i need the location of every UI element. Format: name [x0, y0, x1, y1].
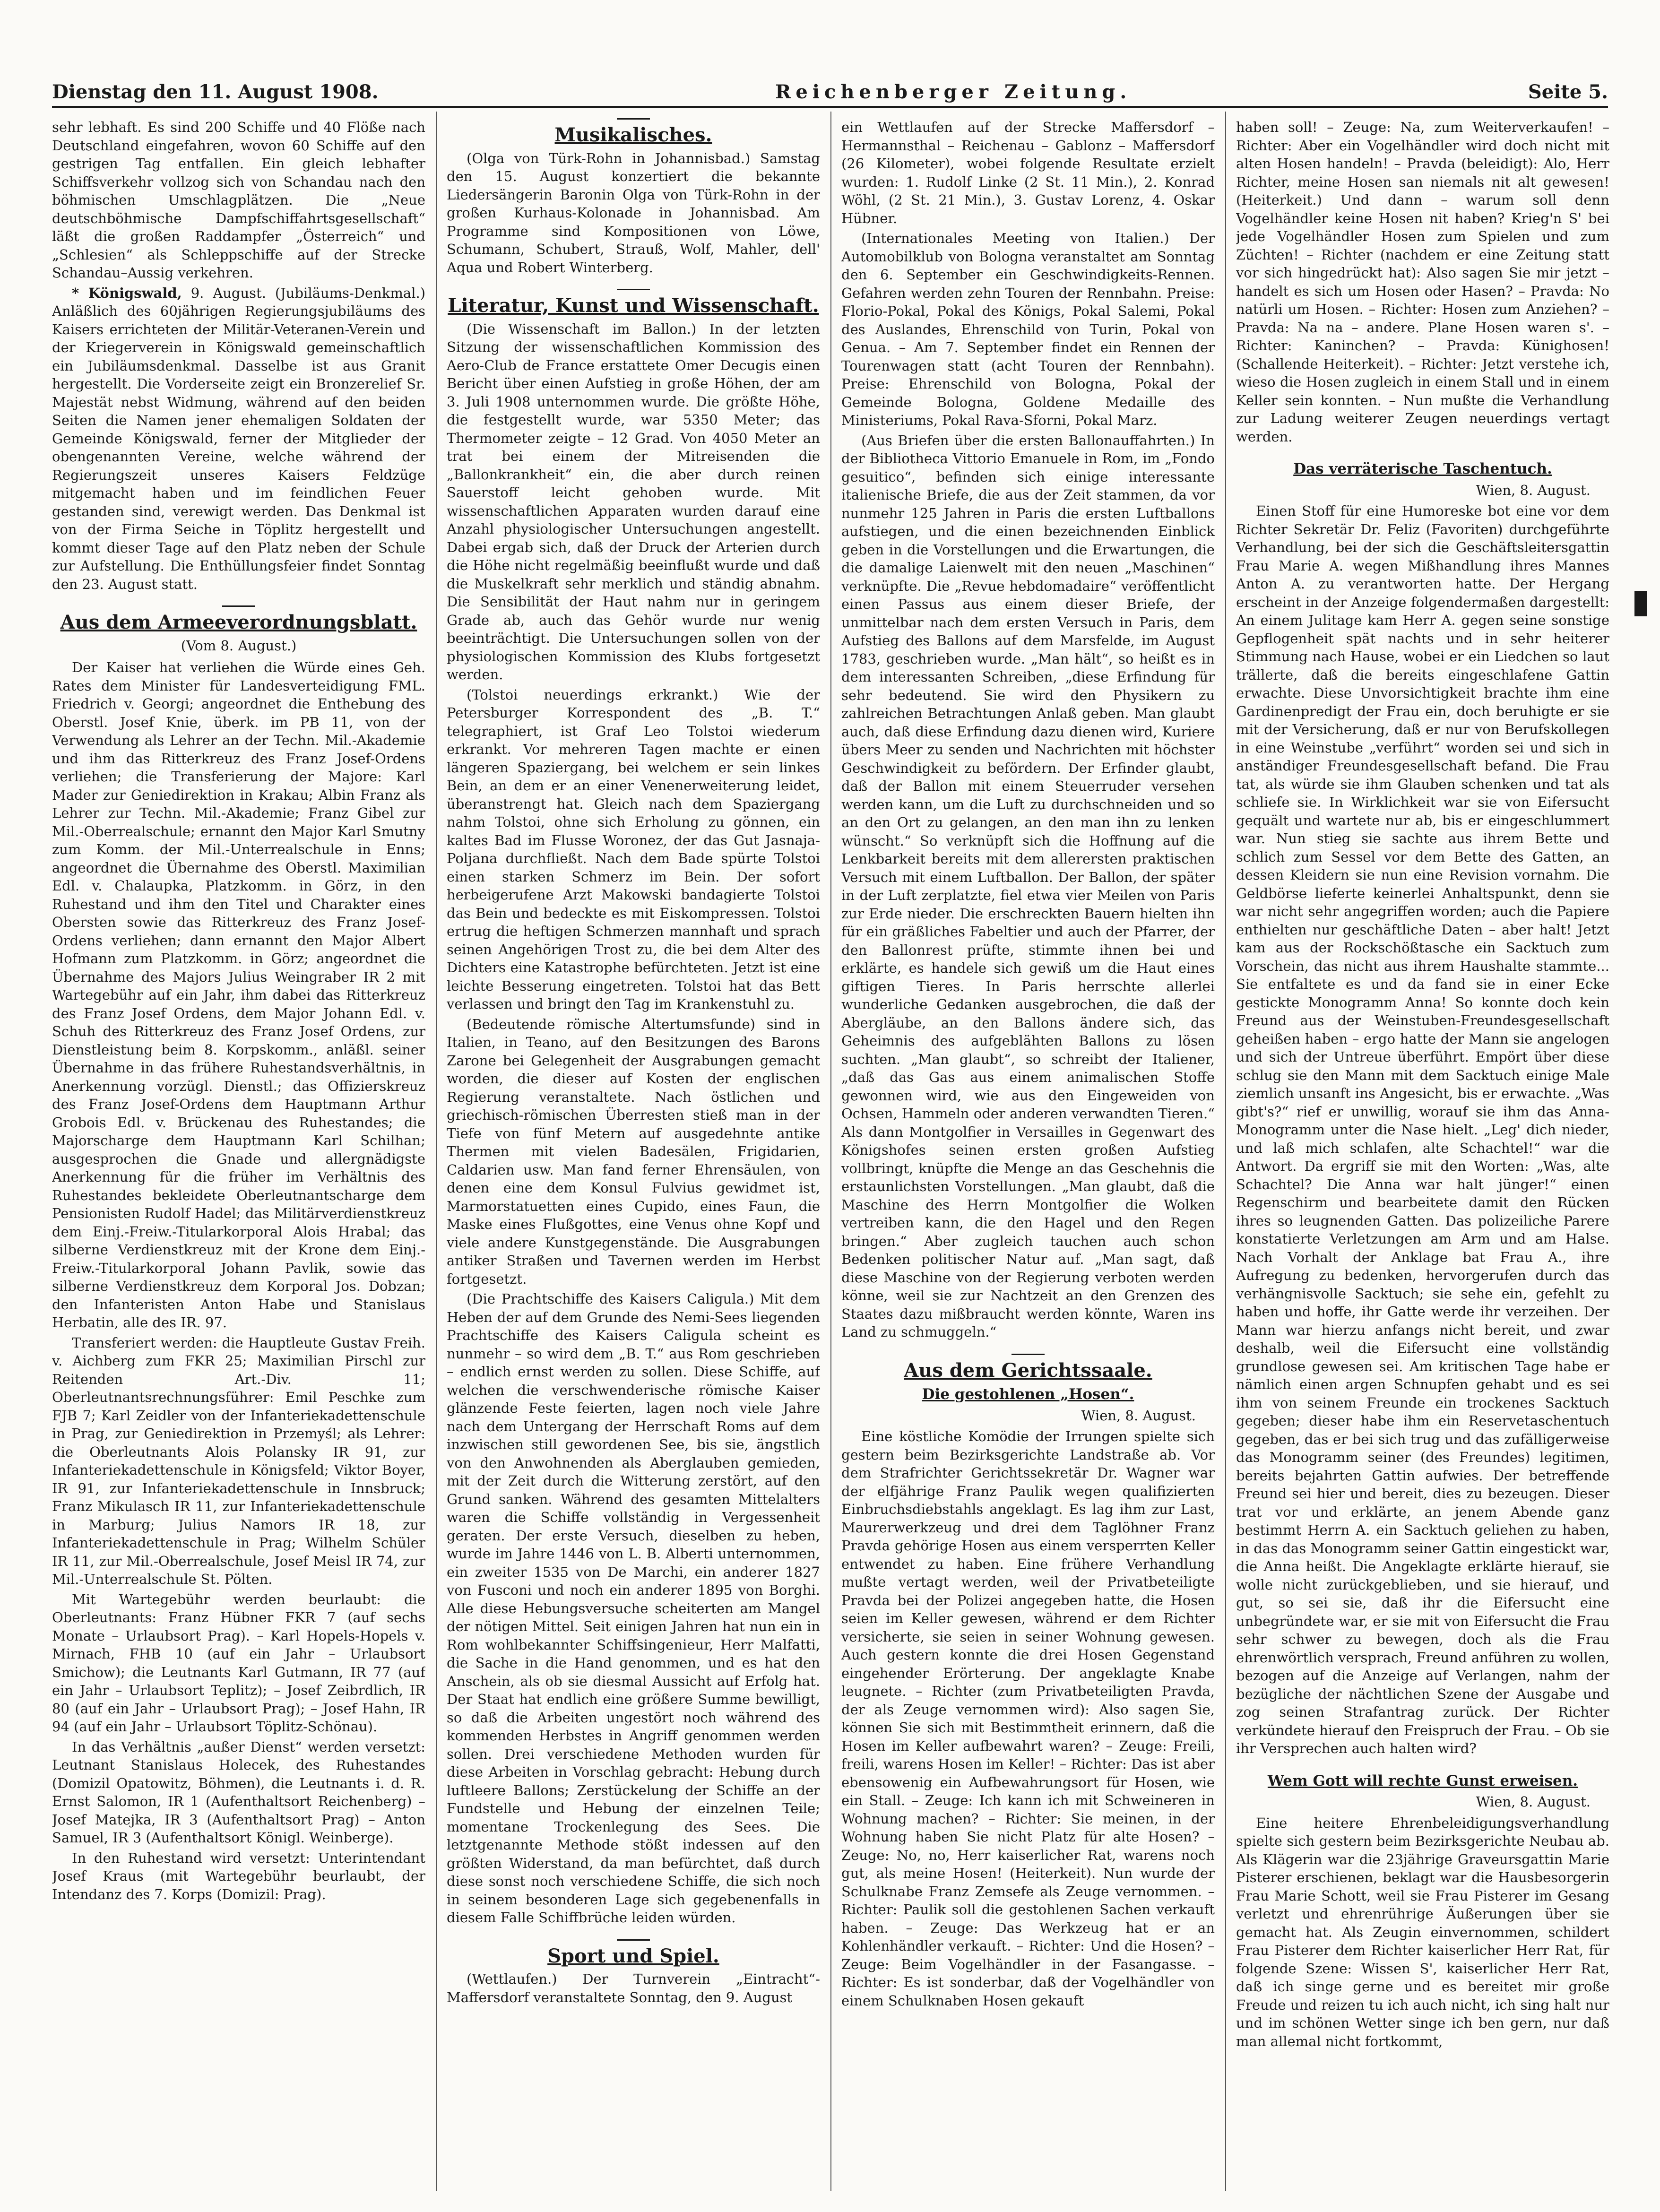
dateline: Wien, 8. August.	[1476, 482, 1591, 498]
column-divider	[1225, 112, 1226, 2191]
article-title: Wem Gott will rechte Gunst erweisen.	[1267, 1772, 1578, 1789]
article-paragraph: Mit Wartegebühr werden beurlaubt: die Oberleutnants: Franz Hübner FKR 7 (auf sechs Monate – Urlaubsort Prag). – Karl Hopels-Hopels v. Mirnach, FHB 10 (auf ein Jahr – Urlaubsort Smichow); die Leutnants Karl Gutmann, IR 77 (auf ein Jahr – Urlaubsort Teplitz); – Josef Zeibrdlich, IR 80 (auf ein Jahr – Urlaubsort Prag); – Josef Hahn, IR 94 (auf ein Jahr – Urlaubsort Töplitz-Schönau).	[52, 1591, 425, 1735]
article-paragraph: (Wettlaufen.) Der Turnverein „Eintracht“-Maffersdorf veranstaltete Sonntag, den 9. August	[447, 1971, 820, 2005]
article-paragraph: In das Verhältnis „außer Dienst“ werden versetzt: Leutnant Stanislaus Holecek, des Ruhestandes (Domizil Opatowitz, Böhmen), die Leutnants i. d. R. Ernst Salomon, IR 1 (Aufenthaltsort Reichenberg) – Josef Matejka, IR 3 (Aufenthaltsort Prag) – Anton Samuel, IR 3 (Aufenthaltsort Königl. Weinberge).	[52, 1738, 425, 1846]
article-paragraph: (Aus Briefen über die ersten Ballonauffahrten.) In der Bibliotheca Vittorio Emanuele in Rom, im „Fondo gesuitico“, befinden sich einige interessante italienische Briefe, die aus der Zeit stammen, da vor nunmehr 125 Jahren in Paris die ersten Luftballons aufstiegen, und die einen bezeichnenden Einblick geben in die Vorstellungen und die Erwartungen, die die damalige Laienwelt mit den neuen „Maschinen“ verknüpfte. Die „Revue hebdomadaire“ veröffentlicht einen Passus aus einem dieser Briefe, der unmittelbar nach dem ersten Versuch in Paris, dem Aufstieg des Ballons auf dem Marsfelde, im August 1783, geschrieben wurde. „Man hält“, so heißt es in dem interessanten Schreiben, „diese Erfindung für sehr bedeutend. Sie wird den Physikern zu zahlreichen Betrachtungen Anlaß geben. Man glaubt auch, daß diese Erfindung dazu dienen wird, Kuriere übers Meer zu senden und Nachrichten mit höchster Geschwindigkeit zu befördern. Der Erfinder glaubt, daß der Ballon mit einem Steuerruder versehen werden kann, um die Luft zu durchschneiden und so an den Ort zu gelangen, an den man ihn zu lenken wünscht.“ So verknüpft sich die Hoffnung auf die Lenkbarkeit bereits mit dem allerersten praktischen Versuch mit einem Luftballon. Der Ballon, der später in der Luft zerplatzte, fiel etwa vier Meilen von Paris zur Erde nieder. Die erschreckten Bauern hielten ihn für ein gräßliches Fabeltier und auch der Pfarrer, der den Ballonrest prüfte, stimmte ihnen bei und erklärte, es handele sich gewiß um die Haut eines giftigen Tieres. In Paris herrschte allerlei wunderliche Gedanken ausgebrochen, die daß der Abergläube, an den Ballons ändere sich, das Geheimnis des aufgeblähten Ballons zu lösen suchten. „Man glaubt“, so schreibt der Italiener, „daß das Gas aus einem animalischen Stoffe gewonnen wird, wie aus den Eingeweiden von Ochsen, Hammeln oder anderen verwandten Tieren.“ Als dann Montgolfier in Versailles in Gegenwart des Königshofes seinen ersten großen Aufstieg vollbringt, knüpfte die Menge an das Geschehnis die erstaunlichsten Vorstellungen. „Man glaubt, daß die Maschine des Herrn Montgolfier die Wolken vertreiben kann, die den Hagel und den Regen bringen.“ Aber zugleich tauchen auch schon Bedenken politischer Natur auf. „Man sagt, daß diese Maschine von der Regierung verboten werden könne, weil sie zur Nachtzeit an den Grenzen des Staates dazu mißbraucht werden könnte, Waren ins Land zu schmuggeln.“	[841, 432, 1215, 1340]
article-paragraph: Eine heitere Ehrenbeleidigungsverhandlung spielte sich gestern beim Bezirksgerichte Neubau ab. Als Klägerin war die 23jährige Graveursgattin Marie Pisterer erschienen, beklagt war die Hausbesorgerin Frau Marie Schott, weil sie Frau Pisterer im Gesang verletzt und ehrenrührige Äußerungen über sie gemacht hat. Als Zeugin einvernommen, schildert Frau Pisterer dem Richter kaiserlicher Herr Rat, für folgende Szene: Wissen S', kaiserlicher Herr Rat, daß ich singe gerne und es bereitet mir große Freude und reizen tu ich auch nicht, ich sing halt nur und im schönen Wetter singe ich ben gern, nur daß man allemal nicht fortkommt,	[1236, 1815, 1609, 2049]
column-1	[52, 118, 425, 2184]
column-3	[841, 118, 1215, 2184]
section-heading: Aus dem Armeeverordnungsblatt.	[52, 605, 425, 632]
article-paragraph: ein Wettlaufen auf der Strecke Maffersdorf – Hermannsthal – Reichenau – Gablonz – Maffersdorf (26 Kilometer), wobei folgende Resultate erzielt wurden: 1. Rudolf Linke (2 St. 11 Min.), 2. Konrad Wöhl, (2 St. 21 Min.), 3. Gustav Lorenz, 4. Oskar Hübner.	[841, 119, 1215, 226]
article-paragraph: Einen Stoff für eine Humoreske bot eine vor dem Richter Sekretär Dr. Feliz (Favoriten) durchgeführte Verhandlung, bei der sich die Geschäftsleitersgattin Frau Marie A. wegen Mißhandlung ihres Mannes Anton A. zu verantworten hatte. Der Hergang erscheint in der Anzeige folgendermaßen dargestellt: An einem Julitage kam Herr A. gegen seine sonstige Gepflogenheit spät nachts und in sehr heiterer Stimmung nach Hause, wobei er ein Liedchen so laut trällerte, daß die bereits eingeschlafene Gattin erwachte. Diese Unvorsichtigkeit brachte ihm eine Gardinenpredigt der Frau ein, doch beruhigte er sie mit der Versicherung, daß er nur von Berufskollegen in eine Weinstube „verführt“ worden sei und sich in anständiger Freundesgesellschaft befand. Die Frau tat, als würde sie ihm Glauben schenken und tat als schliefe sie. In Wirklichkeit war sie von Eifersucht gequält und wartete nur ab, bis er eingeschlummert war. Nun stieg sie sachte aus ihrem Bette und schlich zum Sessel vor dem Bette des Gatten, an dessen Kleidern sie nun eine Revision vornahm. Die Geldbörse lieferte keinerlei Anhaltspunkt, denn sie war nicht sehr angegriffen worden; auch die Papiere enthielten nur geschäftliche Daten – aber halt! Jetzt kam aus der Rockschößtasche ein Sacktuch zum Vorschein, das nicht aus ihrem Haushalte stammte... Sie entfaltete es und da fand sie in einer Ecke gestickte Monogramm Anna! So konnte doch kein Freund aus der Weinstuben-Freundesgesellschaft geheißen haben – ergo hatte der Mann sie angelogen und sich der Untreue überführt. Empört über diese schlug sie den Mann mit dem Sacktuch einige Male ziemlich unsanft ins Angesicht, bis er erwachte. „Was gibt's?“ rief er unwillig, worauf sie ihm das Anna-Monogramm unter die Nase hielt. „Leg' dich nieder, und laß mich schlafen, alte Schachtel!“ war die Antwort. Da ergriff sie mit den Worten: „Was, alte Schachtel? Die Anna war halt jünger!“ einen Regenschirm und bearbeitete damit den Rücken ihres so leugnenden Gatten. Das polizeiliche Parere konstatierte Verletzungen am Arm und am Halse. Nach Vorhalt der Anklage bat Frau A., ihre Aufregung zu bedenken, hervorgerufen durch das verhängnisvolle Sacktuch; sie sehe ein, gefehlt zu haben und hoffe, ihr Gatte werde ihr verzeihen. Der Mann war hierzu anfangs nicht bereit, und zwar deshalb, weil die Eifersucht eine vollständig grundlose gewesen sei. Am kritischen Tage habe er nämlich einen argen Schnupfen gehabt und es sei ihm von seinem Freunde ein trockenes Sacktuch gegeben; dieser habe ihm ein Reservetaschentuch gegeben, das er bei sich trug und das zufälligerweise das Monogramm seiner (des Freundes) legitimen, bereits bejahrten Gattin aufwies. Der betreffende Freund sei hier und bereit, dies zu bezeugen. Dieser trat vor und erklärte, an jenem Abende ganz bestimmt Herrn A. ein Sacktuch geliehen zu haben, in das das Monogramm seiner Gattin eingestickt war, die Anna heißt. Die Angeklagte erklärte hierauf, sie wolle nicht zurückgeblieben, und sie hierauf, und gut, so sei sie, daß ihr die Eifersucht eine unbegründete war, er sie mit von Eifersucht die Frau sehr schwer zu bewegen, doch als die Frau ehrenwörtlich versprach, Freund anführen zu wollen, bezogen auf die Anzeige auf Verlangen, nahm der bezügliche der nächtlichen Szene der Ausgabe und zog seinen Strafantrag zurück. Der Richter verkündete hierauf den Freispruch der Frau. – Ob sie ihr Versprechen auch halten wird?	[1236, 503, 1609, 1756]
article-title: Das verräterische Taschentuch.	[1293, 460, 1552, 477]
article-paragraph: In den Ruhestand wird versetzt: Unterintendant Josef Kraus (mit Wartegebühr beurlaubt, der Intendanz des 7. Korps (Domizil: Prag).	[52, 1849, 425, 1902]
article-paragraph: Eine köstliche Komödie der Irrungen spielte sich gestern beim Bezirksgerichte Landstraße ab. Vor dem Strafrichter Gerichtssekretär Dr. Wagner war der elfjährige Franz Paulik wegen qualifizierten Einbruchsdiebstahls angeklagt. Es lag ihm zur Last, Maurerwerkzeug und drei dem Taglöhner Franz Pravda gehörige Hosen aus einem versperrten Keller entwendet zu haben. Eine frühere Verhandlung mußte vertagt werden, weil der Privatbeteiligte Pravda bei der Polizei angegeben hatte, die Hosen seien im Keller gewesen, während er dem Richter versicherte, sie seien in seiner Wohnung gewesen. Auch gestern konnte die drei Hosen Gegenstand eingehender Erörterung. Der angeklagte Knabe leugnete. – Richter (zum Privatbeteiligten Pravda, der als Zeuge vernommen wird): Also sagen Sie, können Sie sich mit Bestimmtheit erinnern, daß die Hosen im Keller aufbewahrt waren? – Zeuge: Freili, freili, warens Hosen im Keller! – Richter: Das ist aber ebensowenig ein Aufbewahrungsort für Hosen, wie ein Stall. – Zeuge: Ich kann ich mit Schweineren in Wohnung machen? – Richter: Sie meinen, in der Wohnung haben Sie nicht Platz für alte Hosen? – Zeuge: No, no, Herr kaiserlicher Rat, warens noch gut, als meine Hosen! (Heiterkeit). Nun wurde der Schulknabe Franz Zemsefe als Zeuge vernommen. – Richter: Paulik soll die gestohlenen Sachen verkauft haben. – Zeuge: Das Werkzeug hat er an Kohlenhändler verkauft. – Richter: Und die Hosen? – Zeuge: Beim Vogelhändler in der Fasangasse. – Richter: Es ist sonderbar, daß der Vogelhändler von einem Schulknaben Hosen gekauft	[841, 1428, 1215, 2009]
column-2	[447, 118, 820, 2184]
article-paragraph: Der Kaiser hat verliehen die Würde eines Geh. Rates dem Minister für Landesverteidigung FML. Friedrich v. Georgi; angeordnet die Enthebung des Oberstl. Josef Knie, überk. im PB 11, von der Verwendung als Lehrer an der Techn. Mil.-Akademie und ihm das Ritterkreuz des Franz Josef-Ordens verliehen; die Transferierung der Majore: Karl Mader zur Geniedirektion in Krakau; Albin Franz als Lehrer zur Techn. Mil.-Akademie; Franz Gibel zur Mil.-Oberrealschule; ernannt den Major Karl Smutny zum Komm. der Mil.-Unterrealschule in Enns; angeordnet die Übernahme des Oberstl. Maximilian Edl. v. Chalaupka, Platzkomm. in Görz, in den Ruhestand und ihm den Titel und Charakter eines Obersten sowie das Ritterkreuz des Franz Josef-Ordens verliehen; dann ernannt den Major Albert Hofmann zum Platzkomm. in Görz; angeordnet die Übernahme des Majors Julius Weingraber IR 2 mit Wartegebühr auf ein Jahr, ihm dabei das Ritterkreuz des Franz Josef Ordens, dem Major Johann Edl. v. Schuh des Ritterkreuz des Franz Josef Ordens, zur Dienstleistung beim 8. Korpskomm., anläßl. seiner Übernahme in das frühere Ruhestandsverhältnis, in Anerkennung vorzügl. Dienstl.; das Offizierskreuz des Franz Josef-Ordens dem Hauptmann Arthur Grobois Edl. v. Brückenau des Ruhestandes; die Majorscharge dem Hauptmann Karl Schilhan; ausgesprochen die Gnade und allergnädigste Anerkennung für die früher im Verhältnis des Ruhestandes bekleidete Oberleutnantscharge dem Pensionisten Rudolf Hadel; das Militärverdienstkreuz dem Einj.-Freiw.-Titularkorporal Alois Hrabal; das silberne Verdienstkreuz mit der Krone dem Einj.-Freiw.-Titularkorporal Johann Pavlik, sowie das silberne Verdienstkreuz dem Korporal Jos. Dobzan; den Infanteristen Anton Habe und Stanislaus Herbatin, alle des IR. 97.	[52, 659, 425, 1331]
dateline: Wien, 8. August.	[1476, 1794, 1591, 1810]
article-paragraph: (Olga von Türk-Rohn in Johannisbad.) Samstag den 15. August konzertiert die bekannte Liedersängerin Baronin Olga von Türk-Rohn in der großen Kurhaus-Kolonade in Johannisbad. Am Programme sind Kompositionen von Löwe, Schumann, Schubert, Strauß, Wolf, Mahler, dell' Aqua und Robert Winterberg.	[447, 150, 820, 276]
article-headline: * Königswald,	[72, 285, 182, 301]
issue-date: Dienstag den 11. August 1908.	[52, 81, 379, 103]
article-text: 9. August. (Jubiläums-Denkmal.) Anläßlich des 60jährigen Regierungsjubiläums des Kaisers errichteten der Militär-Veteranen-Verein und der Kriegerverein in Königswald gemeinschaftlich ein Jubiläumsdenkmal. Dasselbe ist aus Granit hergestellt. Die Vorderseite zeigt ein Bronzerelief Sr. Majestät nebst Widmung, während auf den beiden Seiten die Namen jener ehemaligen Soldaten der Gemeinde Königswald, ferner der Mitglieder der obengenannten Vereine, welche während der Regierungszeit unseres Kaisers Feldzüge mitgemacht haben und im feindlichen Feuer gestanden sind, verewigt werden. Das Denkmal ist von der Firma Seiche in Töplitz hergestellt und kommt dieser Tage auf den Platz neben der Schule zur Aufstellung. Die Enthüllungsfeier findet Sonntag den 23. August statt.	[52, 285, 425, 592]
article-paragraph: haben soll! – Zeuge: Na, zum Weiterverkaufen! – Richter: Aber ein Vogelhändler wird doch nicht mit alten Hosen handeln! – Pravda (beleidigt): Alo, Herr Richter, meine Hosen san niemals nit alt gewesen! (Heiterkeit.) Und dann – warum soll denn Vogelhändler keine Hosen nit haben? Krieg'n S' bei jede Vogelhändler Hosen zum Spielen und zum Züchten! – Richter (nachdem er eine Zeitung statt vor sich hingedrückt hat): Also sagen Sie mir jetzt – handelt es sich um Hosen oder Hasen? – Pravda: No natürli um Hosen. – Richter: Hosen zum Anziehen? – Pravda: Na na – andere. Plane Hosen waren s'. – Richter: Kaninchen? – Pravda: Künighosen! (Schallende Heiterkeit). – Richter: Jetzt verstehe ich, wieso die Hosen zugleich in einem Stall und in einem Keller sein konnten. – Nun mußte die Verhandlung zur Ladung weiterer Zeugen neuerdings vertagt werden.	[1236, 119, 1609, 445]
article-paragraph: sehr lebhaft. Es sind 200 Schiffe und 40 Flöße nach Deutschland eingefahren, wovon 60 Schiffe auf den gestrigen Tag entfallen. Ein gleich lebhafter Schiffsverkehr vollzog sich von Schandau nach den böhmischen Umschlagplätzen. Die „Neue deutschböhmische Dampfschiffahrtsgesellschaft“ läßt die großen Raddampfer „Österreich“ und „Schlesien“ als Schleppschiffe auf der Strecke Schandau–Aussig verkehren.	[52, 119, 425, 281]
article-paragraph: (Die Prachtschiffe des Kaisers Caligula.) Mit dem Heben der auf dem Grunde des Nemi-Sees liegenden Prachtschiffe des Kaisers Caligula scheint es nunmehr – so wird dem „B. T.“ aus Rom geschrieben – endlich ernst werden zu sollen. Diese Schiffe, auf welchen die verschwenderische römische Kaiser glänzende Feste feierten, lagen noch viele Jahre nach dem Untergang der Herrschaft Roms auf dem inzwischen still gewordenen See, bis sie, ängstlich von den Anwohnenden als Aberglauben gemieden, mit der Zeit durch die Witterung zerstört, auf den Grund sanken. Während des gesamten Mittelalters waren die Schiffe vollständig in Vergessenheit geraten. Der erste Versuch, dieselben zu heben, wurde im Jahre 1446 von L. B. Alberti unternommen, ein zweiter 1535 von De Marchi, ein anderer 1827 von Fusconi und noch ein anderer 1895 von Borghi. Alle diese Hebungsversuche scheiterten am Mangel der nötigen Mittel. Seit einigen Jahren hat nun ein in Rom wohlbekannter Schiffsingenieur, Herr Malfatti, die Sache in die Hand genommen, und es hat den Anschein, als ob sie diesmal Aussicht auf Erfolg hat. Der Staat hat endlich eine größere Summe bewilligt, so daß die Arbeiten ungestört noch während des kommenden Herbstes in Angriff genommen werden sollen. Drei verschiedene Methoden wurden für diese Arbeiten in Vorschlag gebracht: Hebung durch luftleere Ballons; Zerstückelung der Schiffe an der Fundstelle und Hebung der einzelnen Teile; momentane Trockenlegung des Sees. Die letztgenannte Methode stößt indessen auf den größten Widerstand, da man befürchtet, daß durch diese sonst noch verschiedene Schiffe, die sich noch in seinem besonderen Lage sich gegebenenfalls in diesem Falle Schiffbrüche leiden würden.	[447, 1291, 820, 1926]
newspaper-title: Reichenberger Zeitung.	[775, 81, 1132, 103]
article-paragraph: (Die Wissenschaft im Ballon.) In der letzten Sitzung der wissenschaftlichen Kommission des Aero-Club de France erstattete Omer Decugis einen Bericht über einen Aufstieg in große Höhen, der am 3. Juli 1908 unternommen wurde. Die größte Höhe, die festgestellt wurde, war 5350 Meter; das Thermometer zeigte – 12 Grad. Von 4050 Meter an trat bei einem der Mitreisenden die „Ballonkrankheit“ ein, die aber durch reinen Sauerstoff leicht gehoben wurde. Mit wissenschaftlichen Apparaten wurden darauf eine Anzahl physiologischer Untersuchungen angestellt. Dabei ergab sich, daß der Druck der Arterien durch die Höhe nicht regelmäßig beeinflußt wurde und daß die Muskelkraft sehr merklich und ständig abnahm. Die Sensibilität der Haut nahm nur in geringem Grade ab, auch das Gehör wurde nur wenig beeinträchtigt. Die Untersuchungen sollen von der physiologischen Kommission des Klubs fortgesetzt werden.	[447, 320, 820, 683]
section-heading: Literatur, Kunst und Wissenschaft.	[447, 289, 820, 315]
article-paragraph: (Internationales Meeting von Italien.) Der Automobilklub von Bologna veranstaltet am Sonntag den 6. September ein Geschwindigkeits-Rennen. Gefahren werden zehn Touren der Rennbahn. Preise: Florio-Pokal, Pokal des Königs, Pokal Salemi, Pokal des Auslandes, Ehrenschild von Turin, Pokal von Genua. – Am 7. September findet ein Rennen der Tourenwagen statt (acht Touren der Rennbahn). Preise: Ehrenschild von Bologna, Pokal der Gemeinde Bologna, Goldene Medaille des Ministeriums, Pokal Rava-Sforni, Pokal Marz.	[841, 230, 1215, 428]
section-subheading: (Vom 8. August.)	[181, 637, 297, 654]
article-paragraph	[52, 284, 425, 594]
column-divider	[830, 112, 831, 2191]
section-heading: Aus dem Gerichtssaale.	[841, 1354, 1215, 1380]
scan-edge-mark	[1634, 591, 1647, 616]
section-heading: Sport und Spiel.	[447, 1939, 820, 1966]
page-header	[52, 70, 1608, 103]
column-divider	[436, 112, 437, 2191]
article-paragraph: (Bedeutende römische Altertumsfunde) sind in Italien, in Teano, auf den Besitzungen des Barons Zarone bei Gelegenheit der Ausgrabungen gemacht worden, die dieser auf Kosten der englischen Regierung veranstaltete. Nach östlichen und griechisch-römischen Überresten stieß man in der Tiefe von fünf Metern auf ausgedehnte antike Thermen mit vielen Badesälen, Frigidarien, Caldarien usw. Man fand ferner Ehrensäulen, von denen eine dem Konsul Fulvius gewidmet ist, Marmorstatuetten eines Cupido, eines Faun, die Maske eines Flußgottes, eine Venus ohne Kopf und viele andere Kunstgegenstände. Die Ausgrabungen antiker Straßen und Tavernen werden im Herbst fortgesetzt.	[447, 1016, 820, 1287]
dateline: Wien, 8. August.	[1081, 1407, 1196, 1424]
header-rule	[52, 106, 1608, 108]
section-heading: Musikalisches.	[447, 118, 820, 145]
article-paragraph: (Tolstoi neuerdings erkrankt.) Wie der Petersburger Korrespondent des „B. T.“ telegraphiert, ist Graf Leo Tolstoi wiederum erkrankt. Vor mehreren Tagen machte er einen längeren Spaziergang, bei welchem er sein linkes Bein, an dem er an einer Venenerweiterung leidet, überanstrengt hat. Gleich nach dem Spaziergang nahm Tolstoi, ohne sich Erholung zu gönnen, ein kaltes Bad im Flusse Woronez, der das Gut Jasnaja-Poljana durchfließt. Nach dem Bade spürte Tolstoi einen starken Schmerz im Bein. Der sofort herbeigerufene Arzt Makowski bandagierte Tolstoi das Bein und bedeckte es mit Eiskompressen. Tolstoi ertrug die heftigen Schmerzen mannhaft und sprach seinen Angehörigen Trost zu, die bei dem Alter des Dichters eine Katastrophe befürchteten. Jetzt ist eine leichte Besserung eingetreten. Tolstoi hat das Bett verlassen und bringt den Tag im Krankenstuhl zu.	[447, 686, 820, 1012]
article-title: Die gestohlenen „Hosen“.	[922, 1386, 1134, 1403]
column-4	[1236, 118, 1609, 2184]
page-number: Seite 5.	[1528, 81, 1608, 103]
article-paragraph: Transferiert werden: die Hauptleute Gustav Freih. v. Aichberg zum FKR 25; Maximilian Pirschl zur Reitenden Art.-Div. 11; Oberleutnantsrechnungsführer: Emil Peschke zum FJB 7; Karl Zeidler von der Infanteriekadettenschule in Prag, zur Geniedirektion in Przemyśl; als Lehrer: die Oberleutnants Alois Polansky IR 91, zur Infanteriekadettenschule in Königsfeld; Viktor Boyer, IR 91, zur Infanteriekadettenschule in Innsbruck; Franz Mikulasch IR 11, zur Infanteriekadettenschule in Marburg; Julius Namors IR 18, zur Infanteriekadettenschule in Prag; Wilhelm Schüler IR 11, zur Mil.-Oberrealschule, Josef Meisl IR 74, zur Mil.-Unterrealschule St. Pölten.	[52, 1334, 425, 1587]
